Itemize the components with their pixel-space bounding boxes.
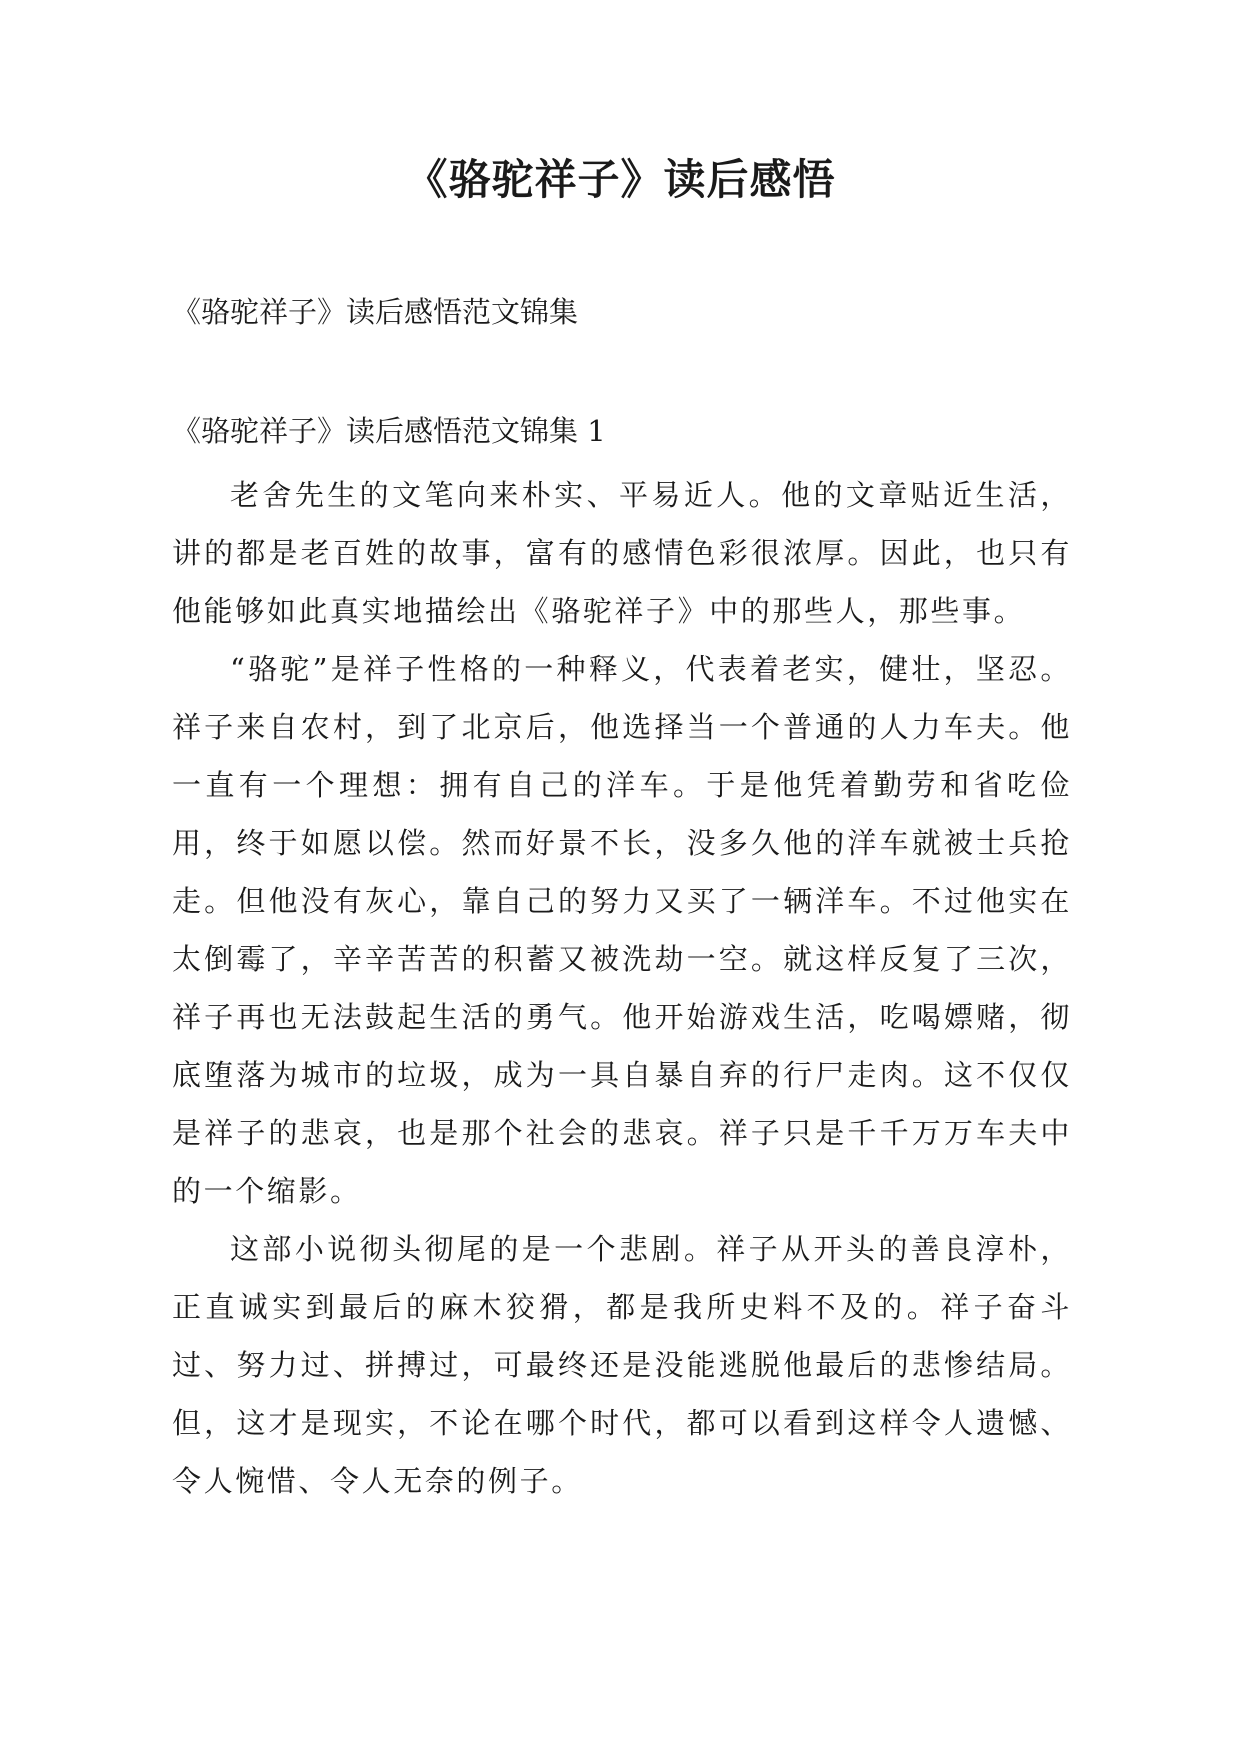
document-title: 《骆驼祥子》读后感悟 [405, 155, 836, 204]
body-text [172, 466, 1072, 1510]
paragraph-3: 这部小说彻头彻尾的是一个悲剧。祥子从开头的善良淳朴，正直诚实到最后的麻木狡猾，都是我所史料不及的。祥子奋斗过、努力过、拼搏过，可最终还是没能逃脱他最后的悲惨结局。但，这才是现实，不论在哪个时代，都可以看到这样令人遗憾、令人惋惜、令人无奈的例子。 [172, 1232, 1072, 1498]
document-subtitle: 《骆驼祥子》读后感悟范文锦集 [172, 295, 579, 329]
paragraph-1: 老舍先生的文笔向来朴实、平易近人。他的文章贴近生活，讲的都是老百姓的故事，富有的感情色彩很浓厚。因此，也只有他能够如此真实地描绘出《骆驼祥子》中的那些人，那些事。 [172, 478, 1072, 628]
paragraph-2: “骆驼”是祥子性格的一种释义，代表着老实，健壮，坚忍。祥子来自农村，到了北京后，他选择当一个普通的人力车夫。他一直有一个理想：拥有自己的洋车。于是他凭着勤劳和省吃俭用，终于如愿以偿。然而好景不长，没多久他的洋车就被士兵抢走。但他没有灰心，靠自己的努力又买了一辆洋车。不过他实在太倒霉了，辛辛苦苦的积蓄又被洗劫一空。就这样反复了三次，祥子再也无法鼓起生活的勇气。他开始游戏生活，吃喝嫖赌，彻底堕落为城市的垃圾，成为一具自暴自弃的行尸走肉。这不仅仅是祥子的悲哀，也是那个社会的悲哀。祥子只是千千万万车夫中的一个缩影。 [172, 652, 1072, 1208]
section-heading: 《骆驼祥子》读后感悟范文锦集 1 [172, 414, 606, 448]
